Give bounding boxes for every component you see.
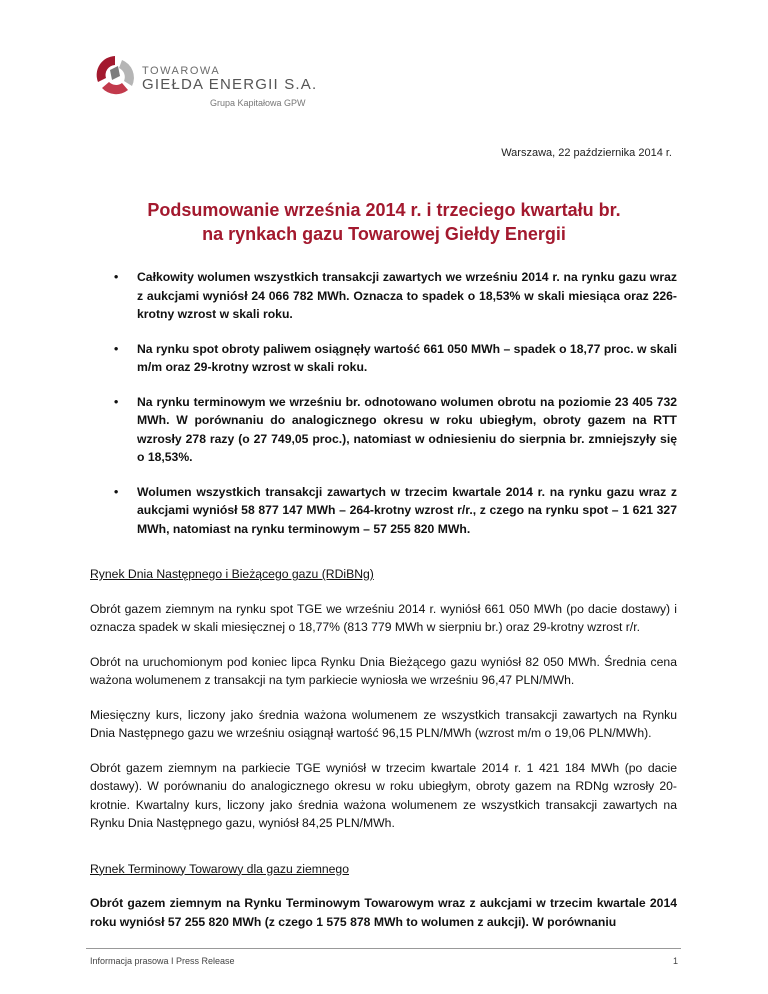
bullet-item bbox=[90, 393, 677, 467]
bullet-dot-icon: • bbox=[114, 341, 119, 356]
bullet-text: Wolumen wszystkich transakcji zawartych w trzecim kwartale 2014 r. na rynku gazu wraz z aukcjami wyniósł 58 877 147 MWh – 264-krotny wzrost r/r., z czego na rynku spot – 1 621 327 MWh, natomiast na rynku terminowym – 57 255 820 MWh. bbox=[137, 484, 677, 536]
bullet-text: Całkowity wolumen wszystkich transakcji zawartych we wrześniu 2014 r. na rynku gazu wraz z aukcjami wyniósł 24 066 782 MWh. Oznacza to spadek o 18,53% w skali miesiąca oraz 226-krotny wzrost w skali roku. bbox=[137, 270, 677, 321]
title-line-2: na rynkach gazu Towarowej Giełdy Energii bbox=[202, 224, 566, 244]
paragraph: Miesięczny kurs, liczony jako średnia ważona wolumenem ze wszystkich transakcji zawartych na Rynku Dnia Następnego gazu we wrześniu osiągnął wartość 96,15 PLN/MWh (wzrost m/m o 19,06 PLN/MWh). bbox=[90, 707, 677, 740]
document-title bbox=[0, 198, 768, 246]
paragraph: Obrót gazem ziemnym na Rynku Terminowym Towarowym wraz z aukcjami w trzecim kwartale 2014 roku wyniósł 57 255 820 MWh (z czego 1 575 878 MWh to wolumen z aukcji). W porównaniu bbox=[90, 896, 677, 929]
logo-mark-icon bbox=[92, 52, 138, 98]
bullet-text: Na rynku terminowym we wrześniu br. odnotowano wolumen obrotu na poziomie 23 405 732 MWh. W porównaniu do analogicznego okresu w roku ubiegłym, obroty gazem na RTT wzrosły 278 razy (o 27 749,05 proc.), natomiast w odniesieniu do sierpnia br. zmniejszyły się o 18,53%. bbox=[137, 394, 677, 464]
bullet-item bbox=[90, 340, 677, 377]
bullet-dot-icon: • bbox=[114, 394, 119, 409]
page-number: 1 bbox=[672, 956, 678, 966]
summary-bullets bbox=[90, 268, 677, 538]
document-body bbox=[90, 268, 677, 947]
section-heading-rdibng: Rynek Dnia Następnego i Bieżącego gazu (RDiBNg) bbox=[90, 567, 374, 581]
bullet-text: Na rynku spot obroty paliwem osiągnęły wartość 661 050 MWh – spadek o 18,77 proc. w skali m/m oraz 29-krotny wzrost w skali roku. bbox=[137, 341, 677, 374]
bullet-dot-icon: • bbox=[114, 270, 119, 284]
section-heading-rtt: Rynek Terminowy Towarowy dla gazu ziemnego bbox=[90, 861, 349, 876]
document-date: Warszawa, 22 października 2014 r. bbox=[501, 147, 672, 159]
logo-text-line2: GIEŁDA ENERGII S.A. bbox=[142, 76, 318, 93]
footer-divider bbox=[86, 948, 681, 949]
title-line-1: Podsumowanie września 2014 r. i trzeciego kwartału br. bbox=[147, 200, 621, 220]
company-logo bbox=[92, 52, 332, 108]
paragraph: Obrót na uruchomionym pod koniec lipca Rynku Dnia Bieżącego gazu wyniósł 82 050 MWh. Średnia cena ważona wolumenem z transakcji na tym parkiecie wyniosła we wrześniu 96,47 PLN/MWh. bbox=[90, 654, 677, 687]
paragraph: Obrót gazem ziemnym na parkiecie TGE wyniósł w trzecim kwartale 2014 r. 1 421 184 MWh (po dacie dostawy). W porównaniu do analogicznego okresu w roku ubiegłym, obroty gazem na RDNg wzrosły 20-krotnie. Kwartalny kurs, liczony jako średnia ważona wolumenem ze wszystkich transakcji zawartych na Rynku Dnia Następnego gazu, wyniósł 84,25 PLN/MWh. bbox=[90, 760, 677, 830]
bullet-item bbox=[90, 268, 677, 324]
bullet-item bbox=[90, 483, 677, 539]
logo-text-line3: Grupa Kapitałowa GPW bbox=[210, 98, 306, 108]
bullet-dot-icon: • bbox=[114, 484, 119, 499]
footer-text: Informacja prasowa I Press Release bbox=[90, 956, 235, 966]
logo-text-line1: TOWAROWA bbox=[142, 65, 221, 77]
paragraph: Obrót gazem ziemnym na rynku spot TGE we wrześniu 2014 r. wyniósł 661 050 MWh (po dacie dostawy) i oznacza spadek w skali miesięcznej o 18,77% (813 779 MWh w sierpniu br.) oraz 29-krotny wzrost r/r. bbox=[90, 601, 677, 634]
